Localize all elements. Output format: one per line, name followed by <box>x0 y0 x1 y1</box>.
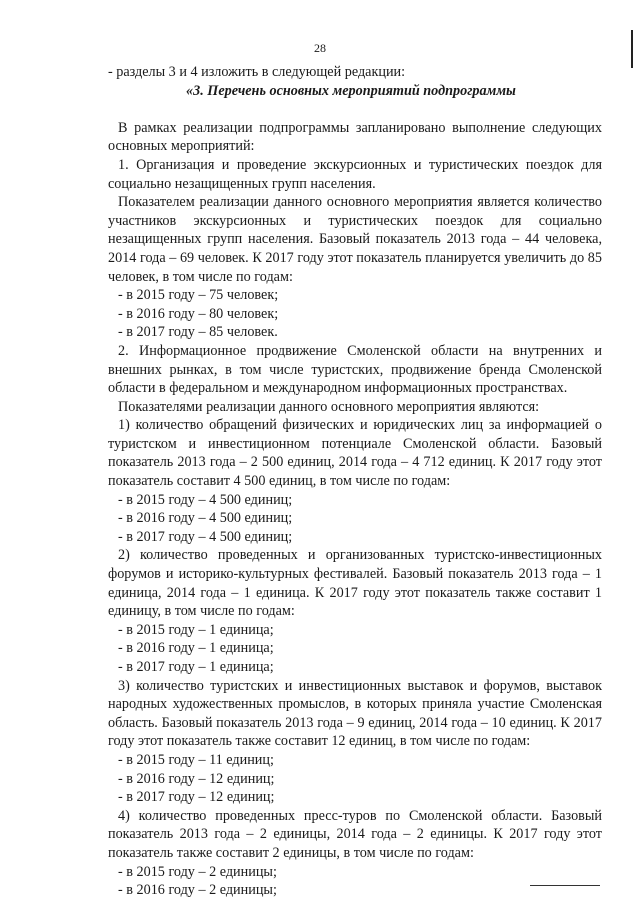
list-item: - в 2015 году – 75 человек; <box>118 287 279 304</box>
paragraph: 1) количество обращений физических и юридических лиц за информацией о туристском и инвестиционном потенциале Смоленской области. Базовый показатель 2013 года – 2 500 единиц, 2014 года – 4 712 единиц. К 2017 году этот показатель составит 4 500 единиц, в том числе по годам: <box>108 417 602 490</box>
list-item: - в 2017 году – 85 человек. <box>118 324 278 341</box>
section-heading: «3. Перечень основных мероприятий подпрограммы <box>186 82 516 99</box>
paragraph: В рамках реализации подпрограммы запланировано выполнение следующих основных мероприятий: <box>108 119 602 155</box>
list-item: - в 2016 году – 4 500 единиц; <box>118 510 293 527</box>
list-item: - в 2015 году – 4 500 единиц; <box>118 491 293 508</box>
paragraph: 2. Информационное продвижение Смоленской области на внутренних и внешних рынках, в том числе туристских, продвижение бренда Смоленской области в федеральном и международном информационных пространствах. <box>108 342 602 397</box>
paragraph: 1. Организация и проведение экскурсионных и туристических поездок для социально незащищенных групп населения. <box>108 156 602 192</box>
list-item: - в 2017 году – 12 единиц; <box>118 789 275 806</box>
paragraph: 4) количество проведенных пресс-туров по Смоленской области. Базовый показатель 2013 года – 2 единицы, 2014 года – 2 единицы. К 2017 году этот показатель также составит 2 единицы, в том числе по годам: <box>108 807 602 861</box>
paragraph: 2) количество проведенных и организованных туристско-инвестиционных форумов и историко-культурных фестивалей. Базовый показатель 2013 года – 1 единица, 2014 года – 1 единица. К 2017 году этот показатель также составит 1 единицу, в том числе по годам: <box>108 547 602 620</box>
list-item: - в 2016 году – 80 человек; <box>118 305 279 322</box>
list-item: - в 2016 году – 2 единицы; <box>118 882 277 899</box>
paragraph: Показателями реализации данного основного мероприятия являются: <box>118 398 540 415</box>
page-number: 28 <box>314 41 326 55</box>
list-item: - в 2015 году – 1 единица; <box>118 621 274 638</box>
bottom-rule <box>530 885 600 886</box>
list-item: - в 2016 году – 12 единиц; <box>118 770 275 787</box>
document-body <box>108 63 602 900</box>
paragraph: 3) количество туристских и инвестиционных выставок и форумов, выставок народных художественных промыслов, в которых приняла участие Смоленская область. Базовый показатель 2013 года – 9 единиц, 2014 года – 10 единиц. К 2017 году этот показатель также составит 12 единиц, в том числе по годам: <box>108 677 602 750</box>
list-item: - в 2016 году – 1 единица; <box>118 640 274 657</box>
list-item: - в 2017 году – 4 500 единиц; <box>118 528 293 545</box>
paragraph: Показателем реализации данного основного мероприятия является количество участников экскурсионных и туристических поездок для социально незащищенных групп населения. Базовый показатель 2013 года – 44 человека, 2014 года – 69 человек. К 2017 году этот показатель планируется увеличить до 85 человек, в том числе по годам: <box>108 194 602 285</box>
list-item: - в 2017 году – 1 единица; <box>118 659 274 675</box>
intro-line: - разделы 3 и 4 изложить в следующей редакции: <box>108 64 406 80</box>
edge-mark <box>631 30 633 68</box>
list-item: - в 2015 году – 11 единиц; <box>118 751 274 768</box>
list-item: - в 2015 году – 2 единицы; <box>118 863 277 880</box>
